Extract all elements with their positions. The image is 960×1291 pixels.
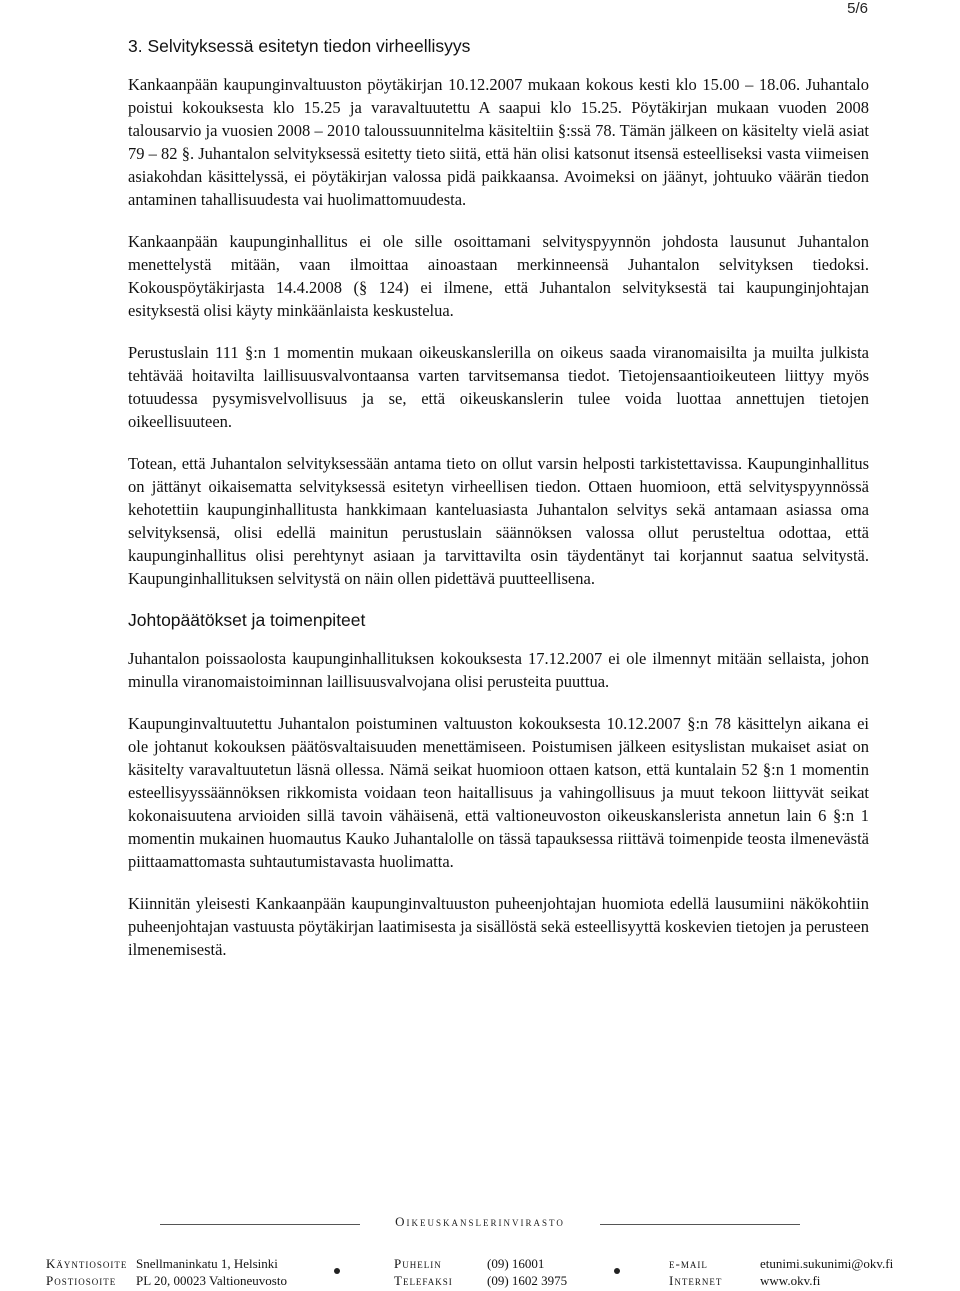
page-number: 5/6 — [847, 0, 868, 17]
email-label: e-mail — [669, 1256, 708, 1271]
bullet-separator-icon — [334, 1268, 340, 1274]
footer-row — [0, 1273, 960, 1291]
agency-name: Oikeuskanslerinvirasto — [395, 1214, 565, 1229]
phone-label: Puhelin — [394, 1256, 442, 1271]
phone-number: (09) 16001 — [487, 1256, 545, 1271]
footer-divider — [600, 1224, 800, 1225]
paragraph: Juhantalon poissaolosta kaupunginhallituksen kokouksesta 17.12.2007 ei ole ilmennyt mitään sellaista, johon minulla viranomaistoiminnan laillisuusvalvojana olisi perusteita puuttua. — [128, 649, 869, 691]
paragraph: Kankaanpään kaupunginvaltuuston pöytäkirjan 10.12.2007 mukaan kokous kesti klo 15.00 – 18.06. Juhantalo poistui kokouksesta klo 15.25 ja varavaltuutettu A saapui klo 15.25. Pöytäkirjan mukaan vuoden 2008 talousarvio ja vuosien 2008 – 2010 taloussuunnitelma käsiteltiin §:ssä 78. Tämän jälkeen on käsitelty vielä asiat 79 – 82 §. Juhantalon selvityksessä esitetty tieto siitä, että hän olisi katsonut itsensä esteelliseksi vasta viimeisen asiakohdan käsittelyssä, ei pöytäkirjan valossa pidä paikkaansa. Avoimeksi on jäänyt, johtuuko väärän tiedon antaminen tahallisuudesta vai huolimattomuudesta. — [128, 75, 869, 209]
paragraph: Totean, että Juhantalon selvityksessään antama tieto on ollut varsin helposti tarkistettavissa. Kaupunginhallitus on jättänyt oikaisematta selvityksessä esitetyn virheellisen tiedon. Ottaen huomioon, että selvityspyynnössä kehotettiin kaupunginhallitusta hankkimaan kanteluasiasta Juhantalon selvitys sekä antamaan asiassa oma selvityksensä, olisi edellä mainitun perustuslain säännöksen valossa ollut perusteltua odottaa, että kaupunginhallitus olisi perehtynyt asiaan ja tarvittavilta osin täydentänyt tai korjannut saatua selvitystä. Kaupunginhallituksen selvitystä on näin ollen pidettävä puutteellisena. — [128, 454, 869, 588]
fax-number: (09) 1602 3975 — [487, 1273, 568, 1288]
visiting-address-label: Käyntiosoite — [46, 1256, 128, 1271]
letterhead-footer — [0, 1212, 960, 1291]
email-address: etunimi.sukunimi@okv.fi — [760, 1256, 894, 1271]
document-body — [128, 36, 869, 980]
paragraph: Perustuslain 111 §:n 1 momentin mukaan oikeuskanslerilla on oikeus saada viranomaisilta ja muilta julkista tehtävää hoitavilta laillisuusvalvontaansa varten tarvitsemansa tiedot. Tietojensaantioikeuteen liittyy myös totuudessa pysymisvelvollisuus ja se, että oikeuskanslerin tulee voida luottaa annettujen tietojen oikeellisuuteen. — [128, 343, 869, 431]
paragraph: Kankaanpään kaupunginhallitus ei ole sille osoittamani selvityspyynnön johdosta lausunut Juhantalon menettelystä mitään, vaan ilmoittaa ainoastaan merkinneensä Juhantalon selvityksen tiedoksi. Kokouspöytäkirjasta 14.4.2008 (§ 124) ei ilmene, että Juhantalon selvityksestä tai kaupunginjohtajan esityksestä olisi käyty minkäänlaista keskustelua. — [128, 232, 869, 320]
bullet-separator-icon — [614, 1268, 620, 1274]
section-heading: 3. Selvityksessä esitetyn tiedon virheellisyys — [128, 36, 471, 56]
website: www.okv.fi — [760, 1273, 821, 1288]
visiting-address: Snellmaninkatu 1, Helsinki — [136, 1256, 278, 1271]
fax-label: Telefaksi — [394, 1273, 453, 1288]
paragraph: Kiinnitän yleisesti Kankaanpään kaupunginvaltuuston puheenjohtajan huomiota edellä lausumiini näkökohtiin puheenjohtajan vastuusta pöytäkirjan laatimisesta ja sisällöstä sekä esteellisyyttä koskevien tietojen ja perusteen ilmenemisestä. — [128, 894, 869, 959]
paragraph: Kaupunginvaltuutettu Juhantalon poistuminen valtuuston kokouksesta 10.12.2007 §:n 78 käsittelyn aikana ei ole johtanut kokouksen päätösvaltaisuuden menettämiseen. Poistumisen jälkeen esityslistan mukaiset asiat on käsitelty varavaltuutetun läsnä ollessa. Nämä seikat huomioon ottaen katson, että kuntalain 52 §:n 1 momentin esteellisyyssäännöksen rikkomista voidaan teon haitallisuus ja vahingollisuus ja muut tekoon liittyvät seikat kokonaisuutena arvioiden sillä tavoin vähäisenä, että valtioneuvoston oikeuskanslerista annetun lain 6 §:n 1 momentin mukainen huomautus Kauko Juhantalolle on tässä tapauksessa riittävä toimenpide teosta ilmenevästä piittaamattomasta suhtautumistavasta huolimatta. — [128, 714, 869, 871]
footer-row — [0, 1256, 960, 1274]
conclusions-heading: Johtopäätökset ja toimenpiteet — [128, 610, 366, 630]
postal-address: PL 20, 00023 Valtioneuvosto — [136, 1273, 287, 1288]
internet-label: Internet — [669, 1273, 723, 1288]
footer-divider — [160, 1224, 360, 1225]
postal-address-label: Postiosoite — [46, 1273, 117, 1288]
